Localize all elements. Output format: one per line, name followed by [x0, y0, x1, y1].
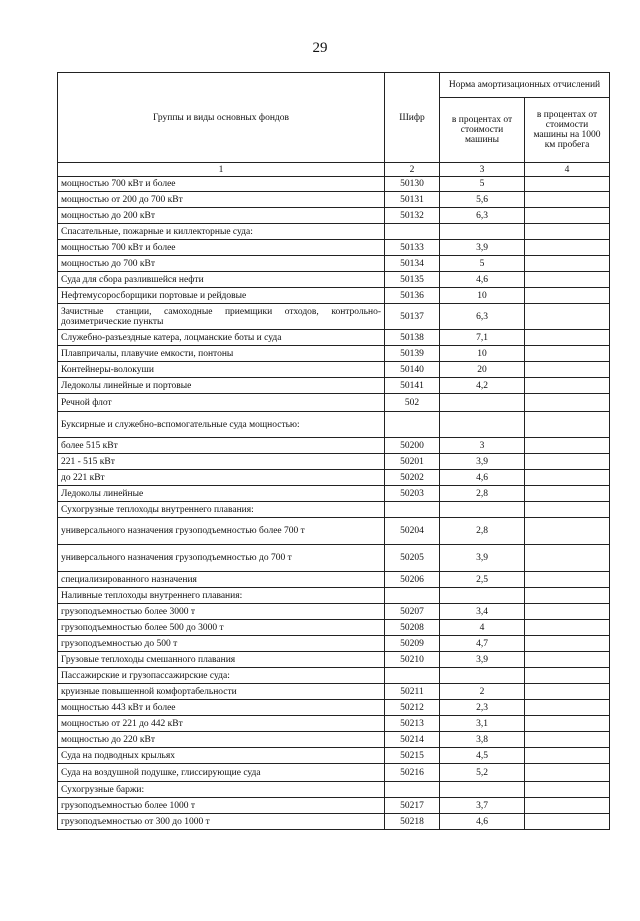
- table-row: [58, 330, 610, 346]
- table-row: [58, 177, 610, 192]
- row-km-cell: [525, 620, 610, 636]
- table-header-row: [58, 73, 610, 98]
- header-pct-per-1000km: в процентах от стоимости машины на 1000 км пробега: [525, 98, 610, 163]
- table-row: [58, 288, 610, 304]
- header-group: Группы и виды основных фондов: [58, 73, 385, 163]
- row-km-cell: [525, 588, 610, 604]
- table-row: [58, 470, 610, 486]
- row-pct-cell: 10: [440, 288, 525, 304]
- table-row: [58, 454, 610, 470]
- row-name-cell: круизные повышенной комфортабельности: [58, 684, 385, 700]
- row-code-cell: [385, 668, 440, 684]
- row-name-cell: до 221 кВт: [58, 470, 385, 486]
- row-km-cell: [525, 412, 610, 438]
- table-row: [58, 668, 610, 684]
- row-km-cell: [525, 362, 610, 378]
- row-code-cell: 50133: [385, 240, 440, 256]
- row-name-cell: Нефтемусоросборщики портовые и рейдовые: [58, 288, 385, 304]
- row-code-cell: 50209: [385, 636, 440, 652]
- header-pct-cost: в процентах от стоимости машины: [440, 98, 525, 163]
- row-code-cell: 50212: [385, 700, 440, 716]
- table-row: [58, 362, 610, 378]
- row-code-cell: 50201: [385, 454, 440, 470]
- row-name-cell: мощностью до 700 кВт: [58, 256, 385, 272]
- row-name-cell: специализированного назначения: [58, 572, 385, 588]
- row-km-cell: [525, 224, 610, 240]
- table-row: [58, 192, 610, 208]
- row-pct-cell: 3,4: [440, 604, 525, 620]
- row-km-cell: [525, 438, 610, 454]
- row-pct-cell: 2,8: [440, 518, 525, 545]
- row-code-cell: 50137: [385, 304, 440, 330]
- row-code-cell: 50204: [385, 518, 440, 545]
- row-name-cell: 221 - 515 кВт: [58, 454, 385, 470]
- row-pct-cell: 4,6: [440, 470, 525, 486]
- table-row: [58, 272, 610, 288]
- header-code: Шифр: [385, 73, 440, 163]
- row-name-cell: Речной флот: [58, 394, 385, 412]
- row-name-cell: Сухогрузные баржи:: [58, 782, 385, 798]
- row-pct-cell: 5,2: [440, 764, 525, 782]
- row-code-cell: 50135: [385, 272, 440, 288]
- table-row: [58, 798, 610, 814]
- table-row: [58, 256, 610, 272]
- row-code-cell: 50200: [385, 438, 440, 454]
- table-row: [58, 652, 610, 668]
- depreciation-norms-table: [57, 72, 610, 830]
- row-name-cell: грузоподъемностью более 500 до 3000 т: [58, 620, 385, 636]
- row-km-cell: [525, 208, 610, 224]
- row-code-cell: [385, 224, 440, 240]
- table-row: [58, 394, 610, 412]
- row-name-cell: Служебно-разъездные катера, лоцманские боты и суда: [58, 330, 385, 346]
- row-name-cell: грузоподъемностью более 1000 т: [58, 798, 385, 814]
- row-km-cell: [525, 764, 610, 782]
- row-code-cell: 50134: [385, 256, 440, 272]
- row-km-cell: [525, 636, 610, 652]
- row-km-cell: [525, 470, 610, 486]
- row-name-cell: мощностью 700 кВт и более: [58, 177, 385, 192]
- table-row: [58, 412, 610, 438]
- row-name-cell: Суда на воздушной подушке, глиссирующие суда: [58, 764, 385, 782]
- row-code-cell: [385, 588, 440, 604]
- row-name-cell: более 515 кВт: [58, 438, 385, 454]
- row-name-cell: мощностью от 200 до 700 кВт: [58, 192, 385, 208]
- row-pct-cell: [440, 588, 525, 604]
- row-code-cell: 50136: [385, 288, 440, 304]
- row-km-cell: [525, 486, 610, 502]
- row-pct-cell: 3: [440, 438, 525, 454]
- row-pct-cell: [440, 412, 525, 438]
- row-name-cell: Суда для сбора разлившейся нефти: [58, 272, 385, 288]
- row-code-cell: 50211: [385, 684, 440, 700]
- table-row: [58, 814, 610, 830]
- row-pct-cell: 3,9: [440, 454, 525, 470]
- table-row: [58, 240, 610, 256]
- row-pct-cell: 3,1: [440, 716, 525, 732]
- row-km-cell: [525, 454, 610, 470]
- row-code-cell: 50130: [385, 177, 440, 192]
- table-row: [58, 684, 610, 700]
- row-code-cell: 50208: [385, 620, 440, 636]
- row-pct-cell: 2,5: [440, 572, 525, 588]
- row-pct-cell: 20: [440, 362, 525, 378]
- page-number: 29: [312, 40, 328, 56]
- row-name-cell: универсального назначения грузоподъемностью более 700 т: [58, 518, 385, 545]
- row-name-cell: Спасательные, пожарные и киллекторные суда:: [58, 224, 385, 240]
- table-body: [58, 177, 610, 830]
- row-km-cell: [525, 518, 610, 545]
- row-pct-cell: 10: [440, 346, 525, 362]
- table-row: [58, 572, 610, 588]
- column-number: 2: [385, 163, 440, 177]
- row-pct-cell: 4,7: [440, 636, 525, 652]
- row-code-cell: 50214: [385, 732, 440, 748]
- row-name-cell: Зачистные станции, самоходные приемщики отходов, контрольно-дозиметрические пункты: [58, 304, 385, 330]
- table-row: [58, 208, 610, 224]
- row-code-cell: 50218: [385, 814, 440, 830]
- row-pct-cell: 4: [440, 620, 525, 636]
- table-row: [58, 545, 610, 572]
- table-row: [58, 700, 610, 716]
- row-name-cell: Наливные теплоходы внутреннего плавания:: [58, 588, 385, 604]
- row-pct-cell: [440, 782, 525, 798]
- table-row: [58, 748, 610, 764]
- row-km-cell: [525, 177, 610, 192]
- table-row: [58, 304, 610, 330]
- row-km-cell: [525, 330, 610, 346]
- row-pct-cell: [440, 224, 525, 240]
- row-code-cell: 50140: [385, 362, 440, 378]
- row-code-cell: 502: [385, 394, 440, 412]
- row-km-cell: [525, 288, 610, 304]
- row-pct-cell: 6,3: [440, 304, 525, 330]
- header-norm: Норма амортизационных отчислений: [440, 73, 610, 98]
- row-name-cell: мощностью от 221 до 442 кВт: [58, 716, 385, 732]
- row-pct-cell: 3,9: [440, 240, 525, 256]
- row-km-cell: [525, 502, 610, 518]
- row-name-cell: Буксирные и служебно-вспомогательные суда мощностью:: [58, 412, 385, 438]
- table-row: [58, 486, 610, 502]
- row-name-cell: Контейнеры-волокуши: [58, 362, 385, 378]
- row-km-cell: [525, 346, 610, 362]
- row-km-cell: [525, 748, 610, 764]
- row-pct-cell: 2,8: [440, 486, 525, 502]
- row-name-cell: Ледоколы линейные: [58, 486, 385, 502]
- row-km-cell: [525, 604, 610, 620]
- row-pct-cell: [440, 394, 525, 412]
- row-code-cell: 50141: [385, 378, 440, 394]
- row-pct-cell: 4,6: [440, 814, 525, 830]
- row-pct-cell: 4,2: [440, 378, 525, 394]
- row-code-cell: 50139: [385, 346, 440, 362]
- table-row: [58, 378, 610, 394]
- row-km-cell: [525, 782, 610, 798]
- row-code-cell: 50203: [385, 486, 440, 502]
- row-pct-cell: 3,8: [440, 732, 525, 748]
- row-code-cell: 50131: [385, 192, 440, 208]
- table-row: [58, 620, 610, 636]
- row-km-cell: [525, 572, 610, 588]
- row-km-cell: [525, 732, 610, 748]
- row-km-cell: [525, 272, 610, 288]
- row-code-cell: 50210: [385, 652, 440, 668]
- column-number: 4: [525, 163, 610, 177]
- row-name-cell: Ледоколы линейные и портовые: [58, 378, 385, 394]
- row-pct-cell: [440, 668, 525, 684]
- row-pct-cell: 7,1: [440, 330, 525, 346]
- table-row: [58, 588, 610, 604]
- row-km-cell: [525, 378, 610, 394]
- row-pct-cell: 3,7: [440, 798, 525, 814]
- row-name-cell: грузоподъемностью до 500 т: [58, 636, 385, 652]
- table-row: [58, 636, 610, 652]
- table-row: [58, 438, 610, 454]
- row-pct-cell: 4,6: [440, 272, 525, 288]
- table-row: [58, 782, 610, 798]
- row-code-cell: 50132: [385, 208, 440, 224]
- row-km-cell: [525, 668, 610, 684]
- row-name-cell: грузоподъемностью от 300 до 1000 т: [58, 814, 385, 830]
- table-row: [58, 502, 610, 518]
- row-km-cell: [525, 545, 610, 572]
- row-code-cell: 50206: [385, 572, 440, 588]
- row-pct-cell: 3,9: [440, 652, 525, 668]
- row-name-cell: Грузовые теплоходы смешанного плавания: [58, 652, 385, 668]
- row-km-cell: [525, 716, 610, 732]
- row-km-cell: [525, 798, 610, 814]
- row-code-cell: 50213: [385, 716, 440, 732]
- row-name-cell: Сухогрузные теплоходы внутреннего плавания:: [58, 502, 385, 518]
- row-name-cell: Суда на подводных крыльях: [58, 748, 385, 764]
- row-name-cell: универсального назначения грузоподъемностью до 700 т: [58, 545, 385, 572]
- row-pct-cell: 4,5: [440, 748, 525, 764]
- row-name-cell: Пассажирские и грузопассажирские суда:: [58, 668, 385, 684]
- row-code-cell: 50217: [385, 798, 440, 814]
- row-pct-cell: 5,6: [440, 192, 525, 208]
- row-name-cell: Плавпричалы, плавучие емкости, понтоны: [58, 346, 385, 362]
- row-km-cell: [525, 304, 610, 330]
- row-code-cell: [385, 412, 440, 438]
- table-row: [58, 716, 610, 732]
- column-number-row: [58, 163, 610, 177]
- table-row: [58, 518, 610, 545]
- row-km-cell: [525, 814, 610, 830]
- table-row: [58, 732, 610, 748]
- row-name-cell: мощностью 700 кВт и более: [58, 240, 385, 256]
- row-code-cell: [385, 502, 440, 518]
- row-km-cell: [525, 652, 610, 668]
- row-code-cell: 50202: [385, 470, 440, 486]
- row-km-cell: [525, 192, 610, 208]
- row-name-cell: грузоподъемностью более 3000 т: [58, 604, 385, 620]
- row-pct-cell: 3,9: [440, 545, 525, 572]
- table-row: [58, 764, 610, 782]
- row-km-cell: [525, 684, 610, 700]
- row-pct-cell: [440, 502, 525, 518]
- table-row: [58, 224, 610, 240]
- row-pct-cell: 2,3: [440, 700, 525, 716]
- row-name-cell: мощностью до 220 кВт: [58, 732, 385, 748]
- row-pct-cell: 6,3: [440, 208, 525, 224]
- row-km-cell: [525, 256, 610, 272]
- row-code-cell: 50216: [385, 764, 440, 782]
- table-row: [58, 604, 610, 620]
- row-km-cell: [525, 700, 610, 716]
- row-code-cell: 50215: [385, 748, 440, 764]
- column-number: 1: [58, 163, 385, 177]
- row-name-cell: мощностью до 200 кВт: [58, 208, 385, 224]
- column-number: 3: [440, 163, 525, 177]
- row-pct-cell: 2: [440, 684, 525, 700]
- row-code-cell: [385, 782, 440, 798]
- row-code-cell: 50205: [385, 545, 440, 572]
- table-row: [58, 346, 610, 362]
- row-code-cell: 50207: [385, 604, 440, 620]
- row-km-cell: [525, 240, 610, 256]
- row-pct-cell: 5: [440, 177, 525, 192]
- row-code-cell: 50138: [385, 330, 440, 346]
- row-km-cell: [525, 394, 610, 412]
- row-pct-cell: 5: [440, 256, 525, 272]
- row-name-cell: мощностью 443 кВт и более: [58, 700, 385, 716]
